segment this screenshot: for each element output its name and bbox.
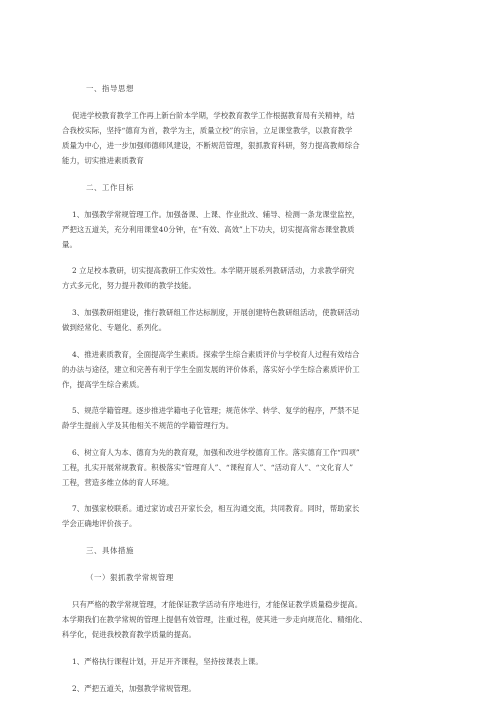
- text-line: 工程，扎实开展常规教育。积极落实“管理育人”、“课程育人”、“活动育人”、“文化育人”: [62, 463, 354, 472]
- text-line: 4、推进素质教育，全面提高学生素质。探索学生综合素质评价与学校育人过程有效结合: [72, 350, 360, 359]
- text-line: 工程，营造多维立体的育人环境。: [62, 478, 174, 487]
- list-item: 1、严格执行课程计划，开足开齐课程，坚持按课表上课。: [72, 657, 263, 666]
- text-line: 2 立足校本教研，切实提高教研工作实效性。本学期开展系列教研活动，力求教学研究: [72, 266, 355, 275]
- text-line: 只有严格的教学常规管理，才能保证教学活动有序地进行，才能保证教学质量稳步提高。: [72, 600, 363, 609]
- subsection-heading: （一）狠抓教学常规管理: [86, 573, 174, 582]
- text-line: 促进学校教育教学工作再上新台阶本学期，学校教育教学工作根据教育局有关精神，结: [72, 111, 355, 120]
- text-line: 3、加强教研组建设，推行教研组工作达标制度，开展创建特色教研组活动，使教研活动: [72, 308, 360, 317]
- text-line: 质量为中心，进一步加强师德师风建设，不断规范管理，狠抓教育科研，努力提高教师综合: [62, 141, 360, 150]
- text-line: 做到经常化、专题化、系列化。: [62, 323, 167, 332]
- text-line: 6、树立育人为本、德育为先的教育观，加强和改进学校德育工作。落实德育工作“四项”: [72, 448, 360, 457]
- section-heading: 三、具体措施: [86, 546, 134, 555]
- text-line: 作，提高学生综合素质。: [62, 380, 144, 389]
- text-line: 能力，切实推进素质教育: [62, 156, 144, 165]
- text-line: 方式多元化，努力提升教师的教学技能。: [62, 281, 196, 290]
- section-heading: 二、工作目标: [86, 183, 134, 192]
- text-line: 5、规范学籍管理。逐步推进学籍电子化管理；规范休学、转学、复学的程序，严禁不足: [72, 406, 360, 415]
- text-line: 龄学生提前入学及其他相关不规范的学籍管理行为。: [62, 421, 234, 430]
- text-line: 的办法与途径，建立和完善有利于学生全面发展的评价体系，落实好小学生综合素质评价工: [62, 365, 360, 374]
- text-line: 科学化，促进我校教育教学质量的提高。: [62, 630, 196, 639]
- text-line: 7、加强家校联系。通过家访或召开家长会，相互沟通交流，共同教育。同时，帮助家长: [72, 504, 360, 513]
- text-line: 量。: [62, 240, 77, 249]
- text-line: 学会正确地评价孩子。: [62, 519, 137, 528]
- text-line: 本学期我们在教学常规的管理上提倡有效管理，注重过程，使其进一步走向规范化、精细化、: [62, 615, 368, 624]
- text-line: 合我校实际，坚持“德育为首，教学为主，质量立校”的宗旨，立足课堂教学，以教育教学: [62, 126, 353, 135]
- section-heading: 一、指导思想: [86, 84, 134, 93]
- text-line: 1、加强教学常规管理工作。加强备课、上课、作业批改、辅导、检测一条龙课堂监控，: [72, 210, 360, 219]
- list-item: 2、严把五道关，加强教学常规管理。: [72, 684, 196, 693]
- text-line: 严把这五道关，充分利用课堂40分钟，在“有效、高效”上下功夫，切实提高常态课堂教质: [62, 225, 355, 234]
